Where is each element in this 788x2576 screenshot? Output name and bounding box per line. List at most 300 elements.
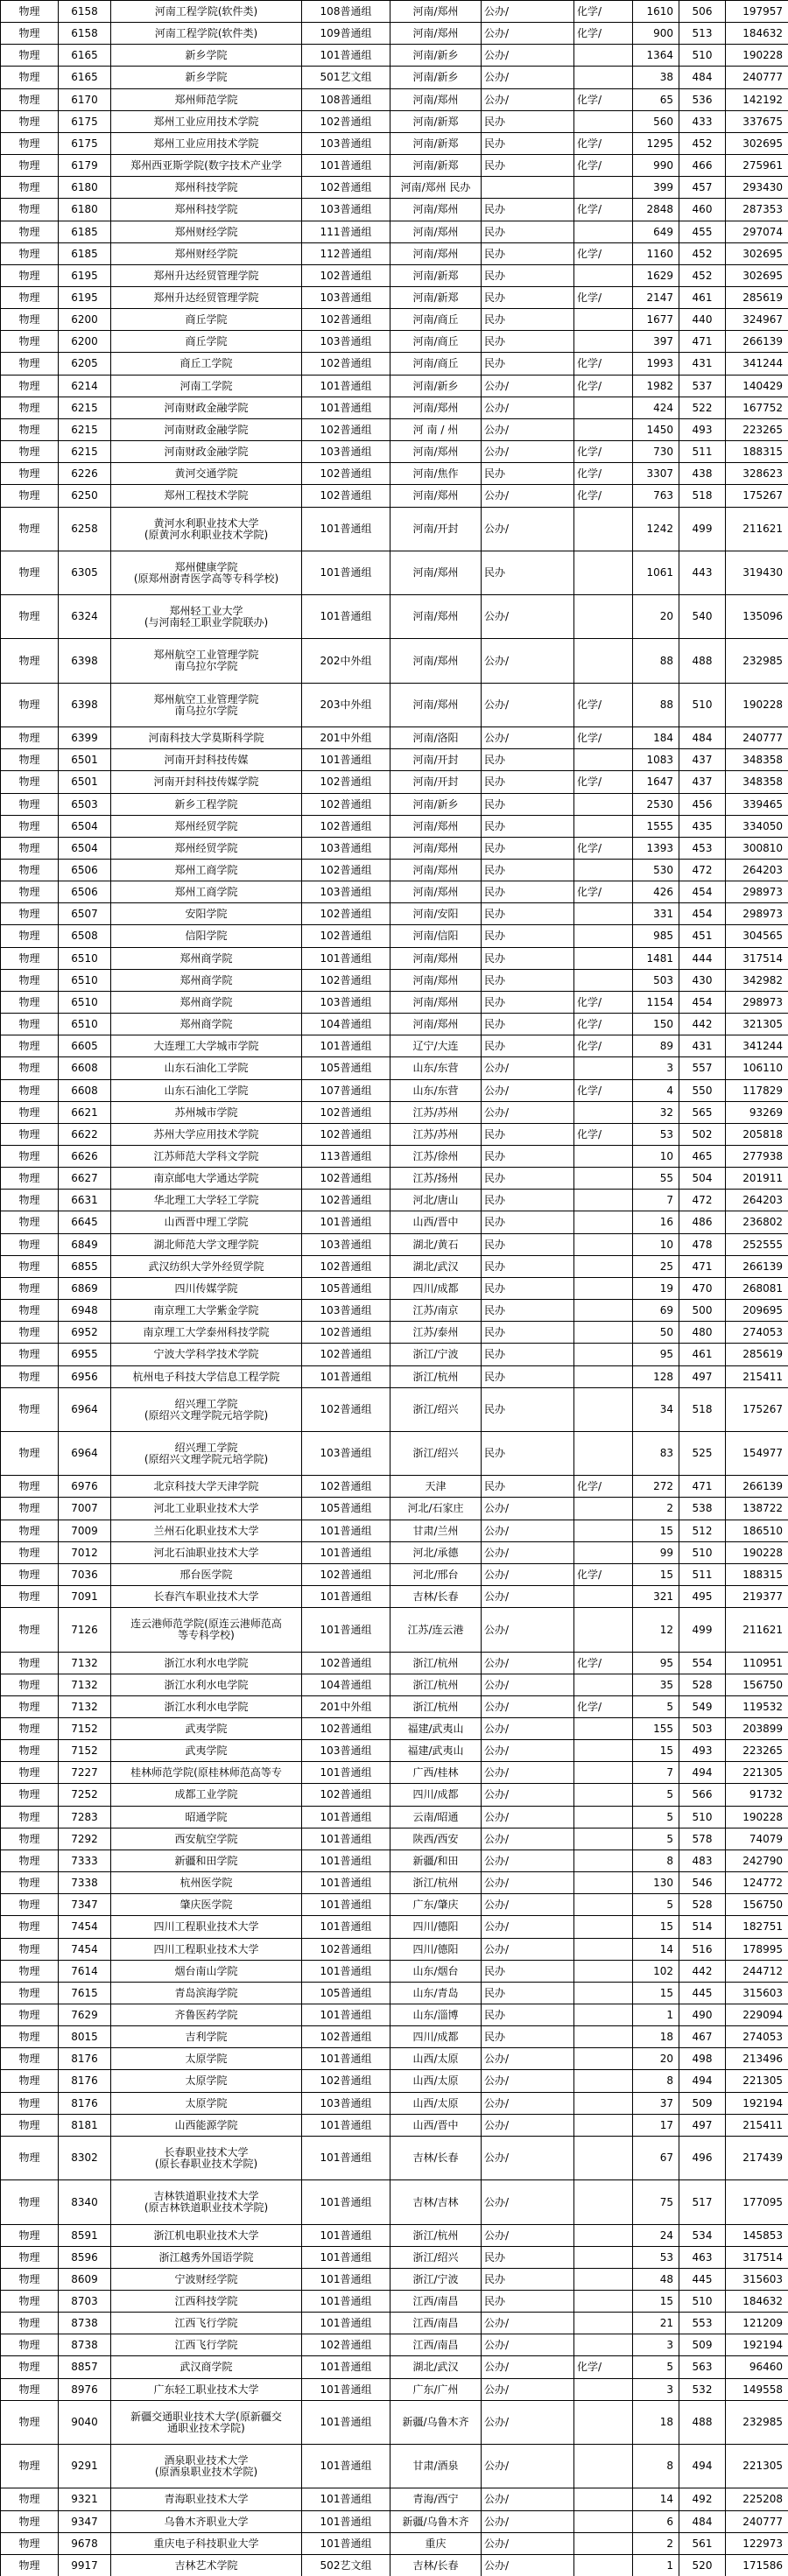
school-name-cell: 浙江机电职业技术大学 (111, 2225, 302, 2247)
rank-cell: 321305 (726, 1014, 788, 1035)
plan-count-cell: 69 (633, 1300, 679, 1322)
rank-cell: 192194 (726, 2334, 788, 2356)
group-cell: 103普通组 (302, 133, 390, 155)
group-cell: 101普通组 (302, 551, 390, 595)
requirement-cell: 化学/ (574, 287, 633, 309)
plan-count-cell: 649 (633, 221, 679, 243)
requirement-cell (574, 45, 633, 67)
table-row (1, 1014, 788, 1035)
code-cell: 9321 (59, 2488, 111, 2511)
table-row (1, 1476, 788, 1498)
table-row (1, 1102, 788, 1124)
requirement-cell (574, 2401, 633, 2445)
ownership-cell: 公办/ (482, 397, 574, 419)
location-cell: 浙江/杭州 (390, 1366, 482, 1388)
rank-cell: 192194 (726, 2093, 788, 2115)
ownership-cell: 公办/ (482, 2137, 574, 2180)
table-row (1, 2004, 788, 2026)
code-cell: 6185 (59, 221, 111, 243)
subject-cell: 物理 (1, 595, 59, 639)
rank-cell: 304565 (726, 925, 788, 948)
school-name-cell: 太原学院 (111, 2093, 302, 2115)
location-cell: 江苏/南京 (390, 1300, 482, 1322)
table-row (1, 1, 788, 23)
location-cell: 浙江/宁波 (390, 1344, 482, 1366)
group-cell: 101普通组 (302, 1586, 390, 1608)
table-row (1, 1564, 788, 1586)
min-score-cell: 518 (679, 485, 726, 508)
requirement-cell: 化学/ (574, 1, 633, 23)
subject-cell: 物理 (1, 816, 59, 838)
ownership-cell: 民办 (482, 1256, 574, 1278)
subject-cell: 物理 (1, 2401, 59, 2445)
school-name-cell: 郑州工业应用技术学院 (111, 111, 302, 133)
plan-count-cell: 1481 (633, 948, 679, 970)
school-name-cell: 兰州石化职业技术大学 (111, 1520, 302, 1542)
requirement-cell: 化学/ (574, 23, 633, 45)
requirement-cell (574, 2004, 633, 2026)
location-cell: 河南/郑州 (390, 970, 482, 992)
school-name-cell: 长春职业技术大学 (原长春职业技术学院) (111, 2137, 302, 2180)
school-name-cell: 湖北师范大学文理学院 (111, 1234, 302, 1256)
ownership-cell: 民办 (482, 1278, 574, 1300)
ownership-cell: 公办/ (482, 1564, 574, 1586)
ownership-cell: 民办 (482, 1035, 574, 1057)
school-name-cell: 连云港师范学院(原连云港师范高 等专科学校) (111, 1608, 302, 1653)
subject-cell: 物理 (1, 925, 59, 948)
plan-count-cell: 35 (633, 1674, 679, 1696)
group-cell: 101普通组 (302, 1894, 390, 1916)
requirement-cell (574, 1784, 633, 1807)
rank-cell: 297074 (726, 221, 788, 243)
min-score-cell: 437 (679, 771, 726, 794)
table-row (1, 1256, 788, 1278)
ownership-cell: 公办/ (482, 2093, 574, 2115)
group-cell: 102普通组 (302, 1653, 390, 1674)
subject-cell: 物理 (1, 1057, 59, 1080)
group-cell: 103普通组 (302, 2093, 390, 2115)
requirement-cell (574, 1807, 633, 1828)
location-cell: 浙江/杭州 (390, 2225, 482, 2247)
school-name-cell: 江西科技学院 (111, 2291, 302, 2313)
group-cell: 102普通组 (302, 1124, 390, 1146)
min-score-cell: 510 (679, 1542, 726, 1564)
group-cell: 102普通组 (302, 1388, 390, 1432)
table-row (1, 397, 788, 419)
min-score-cell: 511 (679, 1564, 726, 1586)
rank-cell: 293430 (726, 177, 788, 199)
min-score-cell: 461 (679, 287, 726, 309)
table-row (1, 441, 788, 463)
code-cell: 7292 (59, 1828, 111, 1850)
ownership-cell: 民办 (482, 992, 574, 1014)
plan-count-cell: 48 (633, 2269, 679, 2291)
code-cell: 6976 (59, 1476, 111, 1498)
location-cell: 浙江/杭州 (390, 1696, 482, 1718)
rank-cell: 252555 (726, 1234, 788, 1256)
group-cell: 101普通组 (302, 2291, 390, 2313)
school-name-cell: 新乡学院 (111, 45, 302, 67)
rank-cell: 341244 (726, 353, 788, 376)
min-score-cell: 509 (679, 2334, 726, 2356)
school-name-cell: 乌鲁木齐职业大学 (111, 2511, 302, 2533)
rank-cell: 209695 (726, 1300, 788, 1322)
ownership-cell: 公办/ (482, 2334, 574, 2356)
code-cell: 6621 (59, 1102, 111, 1124)
table-row (1, 1146, 788, 1168)
school-name-cell: 河南财政金融学院 (111, 397, 302, 419)
table-row (1, 376, 788, 397)
min-score-cell: 493 (679, 1740, 726, 1762)
location-cell: 山西/太原 (390, 2048, 482, 2070)
group-cell: 101普通组 (302, 2048, 390, 2070)
table-row (1, 551, 788, 595)
ownership-cell: 公办/ (482, 23, 574, 45)
subject-cell: 物理 (1, 1784, 59, 1807)
group-cell: 101普通组 (302, 1850, 390, 1872)
ownership-cell: 公办/ (482, 45, 574, 67)
location-cell: 吉林/长春 (390, 2137, 482, 2180)
min-score-cell: 553 (679, 2313, 726, 2334)
rank-cell: 264203 (726, 1190, 788, 1211)
table-row (1, 1542, 788, 1564)
code-cell: 6195 (59, 265, 111, 287)
requirement-cell (574, 925, 633, 948)
code-cell: 8703 (59, 2291, 111, 2313)
subject-cell: 物理 (1, 1696, 59, 1718)
plan-count-cell: 990 (633, 155, 679, 177)
code-cell: 6399 (59, 727, 111, 749)
code-cell: 7454 (59, 1916, 111, 1939)
location-cell: 河北/唐山 (390, 1190, 482, 1211)
subject-cell: 物理 (1, 419, 59, 441)
plan-count-cell: 272 (633, 1476, 679, 1498)
school-name-cell: 郑州轻工业大学 (与河南轻工职业学院联办) (111, 595, 302, 639)
min-score-cell: 510 (679, 1807, 726, 1828)
rank-cell: 221305 (726, 2445, 788, 2488)
rank-cell: 268081 (726, 1278, 788, 1300)
requirement-cell (574, 177, 633, 199)
plan-count-cell: 15 (633, 2291, 679, 2313)
school-name-cell: 河北工业职业技术大学 (111, 1498, 302, 1520)
group-cell: 101普通组 (302, 2401, 390, 2445)
table-row (1, 684, 788, 727)
subject-cell: 物理 (1, 1124, 59, 1146)
group-cell: 105普通组 (302, 1498, 390, 1520)
plan-count-cell: 15 (633, 1983, 679, 2004)
ownership-cell: 民办 (482, 794, 574, 816)
location-cell: 江苏/扬州 (390, 1168, 482, 1190)
plan-count-cell: 4 (633, 1080, 679, 1102)
group-cell: 201中外组 (302, 1696, 390, 1718)
subject-cell: 物理 (1, 485, 59, 508)
location-cell: 云南/昭通 (390, 1807, 482, 1828)
plan-count-cell: 10 (633, 1234, 679, 1256)
group-cell: 101普通组 (302, 2269, 390, 2291)
code-cell: 7252 (59, 1784, 111, 1807)
code-cell: 6952 (59, 1322, 111, 1344)
location-cell: 重庆 (390, 2533, 482, 2555)
min-score-cell: 537 (679, 376, 726, 397)
plan-count-cell: 24 (633, 2225, 679, 2247)
min-score-cell: 486 (679, 1211, 726, 1234)
ownership-cell: 公办/ (482, 1740, 574, 1762)
ownership-cell: 民办 (482, 860, 574, 881)
plan-count-cell: 88 (633, 684, 679, 727)
requirement-cell (574, 816, 633, 838)
group-cell: 101普通组 (302, 1961, 390, 1983)
table-row (1, 816, 788, 838)
table-row (1, 2356, 788, 2379)
subject-cell: 物理 (1, 2137, 59, 2180)
location-cell: 广东/广州 (390, 2379, 482, 2401)
school-name-cell: 南京邮电大学通达学院 (111, 1168, 302, 1190)
min-score-cell: 470 (679, 1278, 726, 1300)
requirement-cell (574, 749, 633, 771)
school-name-cell: 杭州电子科技大学信息工程学院 (111, 1366, 302, 1388)
code-cell: 8176 (59, 2070, 111, 2093)
ownership-cell: 公办/ (482, 1872, 574, 1894)
table-row (1, 1520, 788, 1542)
min-score-cell: 498 (679, 2048, 726, 2070)
ownership-cell: 民办 (482, 221, 574, 243)
subject-cell: 物理 (1, 2533, 59, 2555)
plan-count-cell: 95 (633, 1653, 679, 1674)
subject-cell: 物理 (1, 1762, 59, 1784)
ownership-cell: 民办 (482, 2269, 574, 2291)
code-cell: 6215 (59, 397, 111, 419)
school-name-cell: 商丘工学院 (111, 353, 302, 376)
table-row (1, 1608, 788, 1653)
plan-count-cell: 7 (633, 1190, 679, 1211)
min-score-cell: 528 (679, 1894, 726, 1916)
code-cell: 9917 (59, 2555, 111, 2576)
ownership-cell: 民办 (482, 287, 574, 309)
subject-cell: 物理 (1, 749, 59, 771)
group-cell: 101普通组 (302, 1872, 390, 1894)
ownership-cell: 公办/ (482, 2488, 574, 2511)
min-score-cell: 465 (679, 1146, 726, 1168)
code-cell: 6645 (59, 1211, 111, 1234)
ownership-cell: 公办/ (482, 1586, 574, 1608)
code-cell: 6250 (59, 485, 111, 508)
subject-cell: 物理 (1, 1, 59, 23)
table-row (1, 1807, 788, 1828)
location-cell: 吉林/吉林 (390, 2180, 482, 2225)
rank-cell: 74079 (726, 1828, 788, 1850)
min-score-cell: 478 (679, 1234, 726, 1256)
ownership-cell: 公办/ (482, 1520, 574, 1542)
code-cell: 6627 (59, 1168, 111, 1190)
requirement-cell (574, 2225, 633, 2247)
plan-count-cell: 32 (633, 1102, 679, 1124)
code-cell: 7629 (59, 2004, 111, 2026)
rank-cell: 182751 (726, 1916, 788, 1939)
plan-count-cell: 3 (633, 1057, 679, 1080)
code-cell: 6185 (59, 243, 111, 265)
ownership-cell: 公办/ (482, 639, 574, 684)
plan-count-cell: 53 (633, 2247, 679, 2269)
code-cell: 6501 (59, 749, 111, 771)
location-cell: 河南/新郑 (390, 265, 482, 287)
requirement-cell: 化学/ (574, 771, 633, 794)
table-row (1, 1432, 788, 1476)
table-row (1, 794, 788, 816)
code-cell: 6631 (59, 1190, 111, 1211)
group-cell: 101普通组 (302, 1211, 390, 1234)
group-cell: 103普通组 (302, 1740, 390, 1762)
group-cell: 102普通组 (302, 1718, 390, 1740)
plan-count-cell: 1242 (633, 508, 679, 551)
requirement-cell (574, 1894, 633, 1916)
code-cell: 7132 (59, 1674, 111, 1696)
ownership-cell: 民办 (482, 948, 574, 970)
subject-cell: 物理 (1, 376, 59, 397)
ownership-cell: 公办/ (482, 1807, 574, 1828)
requirement-cell (574, 1168, 633, 1190)
ownership-cell: 公办/ (482, 1102, 574, 1124)
location-cell: 河南/新乡 (390, 376, 482, 397)
school-name-cell: 大连理工大学城市学院 (111, 1035, 302, 1057)
subject-cell: 物理 (1, 133, 59, 155)
table-row (1, 1388, 788, 1432)
min-score-cell: 538 (679, 1498, 726, 1520)
rank-cell: 140429 (726, 376, 788, 397)
code-cell: 7036 (59, 1564, 111, 1586)
code-cell: 6215 (59, 441, 111, 463)
subject-cell: 物理 (1, 1102, 59, 1124)
ownership-cell: 公办/ (482, 2445, 574, 2488)
subject-cell: 物理 (1, 508, 59, 551)
code-cell: 9678 (59, 2533, 111, 2555)
subject-cell: 物理 (1, 1807, 59, 1828)
ownership-cell: 民办 (482, 1344, 574, 1366)
plan-count-cell: 1160 (633, 243, 679, 265)
requirement-cell (574, 551, 633, 595)
subject-cell: 物理 (1, 89, 59, 111)
subject-cell: 物理 (1, 1322, 59, 1344)
ownership-cell: 公办/ (482, 1784, 574, 1807)
rank-cell: 315603 (726, 2269, 788, 2291)
location-cell: 浙江/杭州 (390, 1653, 482, 1674)
location-cell: 河南/新郑 (390, 287, 482, 309)
code-cell: 7132 (59, 1696, 111, 1718)
table-row (1, 860, 788, 881)
table-row (1, 2115, 788, 2137)
rank-cell: 324967 (726, 309, 788, 331)
plan-count-cell: 1 (633, 2004, 679, 2026)
ownership-cell: 民办 (482, 1366, 574, 1388)
subject-cell: 物理 (1, 441, 59, 463)
table-row (1, 749, 788, 771)
school-name-cell: 武夷学院 (111, 1718, 302, 1740)
location-cell: 山东/东营 (390, 1080, 482, 1102)
group-cell: 108普通组 (302, 89, 390, 111)
location-cell: 河南/新乡 (390, 45, 482, 67)
rank-cell: 190228 (726, 1807, 788, 1828)
group-cell: 102普通组 (302, 970, 390, 992)
rank-cell: 236802 (726, 1211, 788, 1234)
min-score-cell: 463 (679, 2247, 726, 2269)
requirement-cell (574, 2269, 633, 2291)
location-cell: 新疆/乌鲁木齐 (390, 2401, 482, 2445)
plan-count-cell: 8 (633, 2445, 679, 2488)
school-name-cell: 郑州师范学院 (111, 89, 302, 111)
requirement-cell: 化学/ (574, 1564, 633, 1586)
plan-count-cell: 1629 (633, 265, 679, 287)
plan-count-cell: 37 (633, 2093, 679, 2115)
table-row (1, 155, 788, 177)
code-cell: 6948 (59, 1300, 111, 1322)
group-cell: 113普通组 (302, 1146, 390, 1168)
requirement-cell (574, 2180, 633, 2225)
plan-count-cell: 155 (633, 1718, 679, 1740)
group-cell: 101普通组 (302, 2445, 390, 2488)
school-name-cell: 重庆电子科技职业大学 (111, 2533, 302, 2555)
rank-cell: 211621 (726, 508, 788, 551)
requirement-cell: 化学/ (574, 1696, 633, 1718)
rank-cell: 171586 (726, 2555, 788, 2576)
rank-cell: 219377 (726, 1586, 788, 1608)
subject-cell: 物理 (1, 2334, 59, 2356)
ownership-cell: 民办 (482, 353, 574, 376)
location-cell: 河南/郑州 (390, 89, 482, 111)
subject-cell: 物理 (1, 265, 59, 287)
rank-cell: 240777 (726, 2511, 788, 2533)
rank-cell: 135096 (726, 595, 788, 639)
rank-cell: 149558 (726, 2379, 788, 2401)
group-cell: 101普通组 (302, 595, 390, 639)
requirement-cell (574, 1146, 633, 1168)
requirement-cell (574, 1762, 633, 1784)
school-name-cell: 桂林师范学院(原桂林师范高等专 (111, 1762, 302, 1784)
plan-count-cell: 95 (633, 1344, 679, 1366)
rank-cell: 188315 (726, 1564, 788, 1586)
rank-cell: 178995 (726, 1939, 788, 1961)
requirement-cell (574, 903, 633, 925)
rank-cell: 188315 (726, 441, 788, 463)
rank-cell: 201911 (726, 1168, 788, 1190)
school-name-cell: 华北理工大学轻工学院 (111, 1190, 302, 1211)
group-cell: 101普通组 (302, 2247, 390, 2269)
school-name-cell: 河南工程学院(软件类) (111, 1, 302, 23)
code-cell: 7152 (59, 1718, 111, 1740)
requirement-cell (574, 1498, 633, 1520)
ownership-cell: 公办/ (482, 2401, 574, 2445)
min-score-cell: 499 (679, 1608, 726, 1653)
location-cell: 河南/郑州 (390, 199, 482, 221)
plan-count-cell: 18 (633, 2401, 679, 2445)
ownership-cell: 民办 (482, 1211, 574, 1234)
group-cell: 102普通组 (302, 1476, 390, 1498)
ownership-cell: 民办 (482, 331, 574, 353)
rank-cell: 205818 (726, 1124, 788, 1146)
subject-cell: 物理 (1, 67, 59, 89)
rank-cell: 337675 (726, 111, 788, 133)
plan-count-cell: 38 (633, 67, 679, 89)
code-cell: 6622 (59, 1124, 111, 1146)
group-cell: 201中外组 (302, 727, 390, 749)
plan-count-cell: 10 (633, 1146, 679, 1168)
plan-count-cell: 19 (633, 1278, 679, 1300)
table-row (1, 1278, 788, 1300)
school-name-cell: 宁波大学科学技术学院 (111, 1344, 302, 1366)
table-row (1, 1080, 788, 1102)
group-cell: 101普通组 (302, 1520, 390, 1542)
ownership-cell: 公办/ (482, 2555, 574, 2576)
school-name-cell: 新疆交通职业技术大学(原新疆交 通职业技术学院) (111, 2401, 302, 2445)
min-score-cell: 488 (679, 639, 726, 684)
